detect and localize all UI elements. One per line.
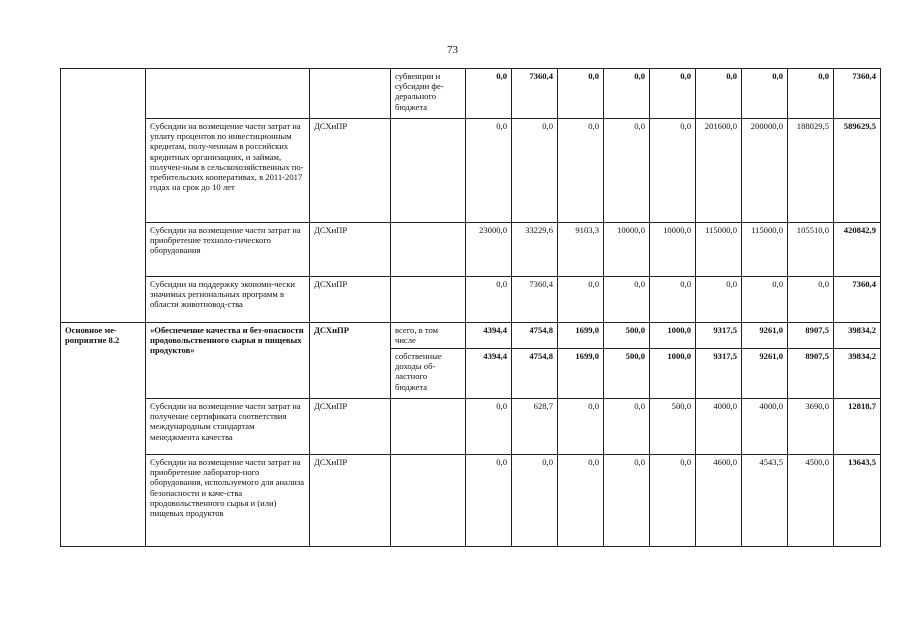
- table-row: [61, 455, 881, 547]
- cell-value: 9261,0: [742, 349, 788, 399]
- cell-value: 0,0: [650, 455, 696, 547]
- cell-value: 1000,0: [650, 349, 696, 399]
- cell-total: 589629,5: [834, 119, 881, 223]
- cell-value: 0,0: [650, 119, 696, 223]
- cell-description: «Обеспечение качества и без-опасности продовольственного сырья и пищевых продуктов»: [146, 323, 310, 399]
- cell-value: 9261,0: [742, 323, 788, 349]
- cell-value: 0,0: [650, 69, 696, 119]
- cell-source: [391, 277, 466, 323]
- cell-value: 4394,4: [466, 349, 512, 399]
- cell-value: 1000,0: [650, 323, 696, 349]
- cell-value: 0,0: [604, 69, 650, 119]
- cell-value: 1699,0: [558, 323, 604, 349]
- table-row: [61, 119, 881, 223]
- cell-value: 200000,0: [742, 119, 788, 223]
- page-number: 73: [447, 44, 458, 56]
- cell-value: 500,0: [604, 323, 650, 349]
- cell-total: 7360,4: [834, 277, 881, 323]
- cell-value: 4000,0: [742, 399, 788, 455]
- cell-source: [391, 223, 466, 277]
- cell-value: 0,0: [512, 119, 558, 223]
- cell-description: Субсидии на возмещение части затрат на уплату процентов по инвестиционным кредитам, полу-ченным в российских кредитных организациях, и займам, получен-ным в сельскохозяйственных по-требительских кооперативах, в 2011-2017 годах на срок до 10 лет: [146, 119, 310, 223]
- cell-value: 4543,5: [742, 455, 788, 547]
- cell-value: 8907,5: [788, 349, 834, 399]
- cell-value: 628,7: [512, 399, 558, 455]
- cell-total: 39834,2: [834, 349, 881, 399]
- cell-value: 10000,0: [650, 223, 696, 277]
- cell-value: 4754,8: [512, 349, 558, 399]
- cell-value: 33229,6: [512, 223, 558, 277]
- cell-value: 0,0: [696, 69, 742, 119]
- cell-description: Субсидии на поддержку экономи-чески значимых региональных программ в области животновод-ства: [146, 277, 310, 323]
- cell-source: субвенции и субсидии фе-дерального бюджета: [391, 69, 466, 119]
- cell-description: Субсидии на возмещение части затрат на приобретение лаборатор-ного оборудования, используемого для анализа безопасности и каче-ства продовольственного сырья и (или) пищевых продуктов: [146, 455, 310, 547]
- cell-value: 4394,4: [466, 323, 512, 349]
- cell-value: 0,0: [466, 277, 512, 323]
- cell-value: 0,0: [466, 455, 512, 547]
- cell-value: 7360,4: [512, 69, 558, 119]
- cell-executor: ДСХиПР: [310, 223, 391, 277]
- cell-event: [61, 69, 146, 323]
- cell-source: [391, 455, 466, 547]
- cell-value: 9317,5: [696, 349, 742, 399]
- cell-value: 9103,3: [558, 223, 604, 277]
- cell-total: 7360,4: [834, 69, 881, 119]
- cell-executor: ДСХиПР: [310, 323, 391, 399]
- table-row: [61, 223, 881, 277]
- cell-executor: ДСХиПР: [310, 277, 391, 323]
- cell-value: 7360,4: [512, 277, 558, 323]
- cell-value: 105510,0: [788, 223, 834, 277]
- cell-source: [391, 119, 466, 223]
- cell-total: 12818,7: [834, 399, 881, 455]
- cell-total: 420842,9: [834, 223, 881, 277]
- cell-source: [391, 399, 466, 455]
- cell-value: 4000,0: [696, 399, 742, 455]
- cell-value: 201600,0: [696, 119, 742, 223]
- cell-value: 4500,0: [788, 455, 834, 547]
- cell-value: 0,0: [558, 69, 604, 119]
- cell-value: 10000,0: [604, 223, 650, 277]
- cell-value: 115000,0: [742, 223, 788, 277]
- cell-value: 0,0: [788, 69, 834, 119]
- cell-value: 3690,0: [788, 399, 834, 455]
- cell-total: 13643,5: [834, 455, 881, 547]
- cell-value: 4754,8: [512, 323, 558, 349]
- cell-value: 0,0: [466, 119, 512, 223]
- cell-value: 0,0: [466, 69, 512, 119]
- table-row: [61, 277, 881, 323]
- cell-value: 8907,5: [788, 323, 834, 349]
- cell-value: 4600,0: [696, 455, 742, 547]
- cell-executor: ДСХиПР: [310, 119, 391, 223]
- cell-value: 115000,0: [696, 223, 742, 277]
- cell-source: собственные доходы об-ластного бюджета: [391, 349, 466, 399]
- cell-value: 0,0: [604, 455, 650, 547]
- cell-value: 0,0: [558, 399, 604, 455]
- table-row: [61, 399, 881, 455]
- cell-value: 0,0: [650, 277, 696, 323]
- cell-description: [146, 69, 310, 119]
- cell-value: 0,0: [742, 277, 788, 323]
- cell-value: 0,0: [558, 277, 604, 323]
- cell-executor: ДСХиПР: [310, 455, 391, 547]
- cell-value: 23000,0: [466, 223, 512, 277]
- cell-description: Субсидии на возмещение части затрат на приобретение техноло-гического оборудования: [146, 223, 310, 277]
- cell-value: 1699,0: [558, 349, 604, 399]
- cell-value: 0,0: [466, 399, 512, 455]
- cell-description: Субсидии на возмещение части затрат на получение сертификата соответствия международным стандартам менеджмента качества: [146, 399, 310, 455]
- table-body: [61, 69, 881, 547]
- table-row: [61, 69, 881, 119]
- cell-executor: [310, 69, 391, 119]
- cell-value: 0,0: [604, 399, 650, 455]
- cell-value: 0,0: [604, 277, 650, 323]
- cell-value: 188029,5: [788, 119, 834, 223]
- cell-source: всего, в том числе: [391, 323, 466, 349]
- cell-value: 0,0: [558, 119, 604, 223]
- cell-value: 9317,5: [696, 323, 742, 349]
- table-row: [61, 323, 881, 349]
- cell-value: 0,0: [742, 69, 788, 119]
- cell-value: 0,0: [696, 277, 742, 323]
- cell-value: 0,0: [558, 455, 604, 547]
- cell-value: 0,0: [512, 455, 558, 547]
- cell-value: 0,0: [788, 277, 834, 323]
- cell-total: 39834,2: [834, 323, 881, 349]
- cell-value: 500,0: [650, 399, 696, 455]
- cell-value: 0,0: [604, 119, 650, 223]
- cell-value: 500,0: [604, 349, 650, 399]
- cell-executor: ДСХиПР: [310, 399, 391, 455]
- program-table: [60, 68, 881, 547]
- cell-event: Основное ме-роприятие 8.2: [61, 323, 146, 547]
